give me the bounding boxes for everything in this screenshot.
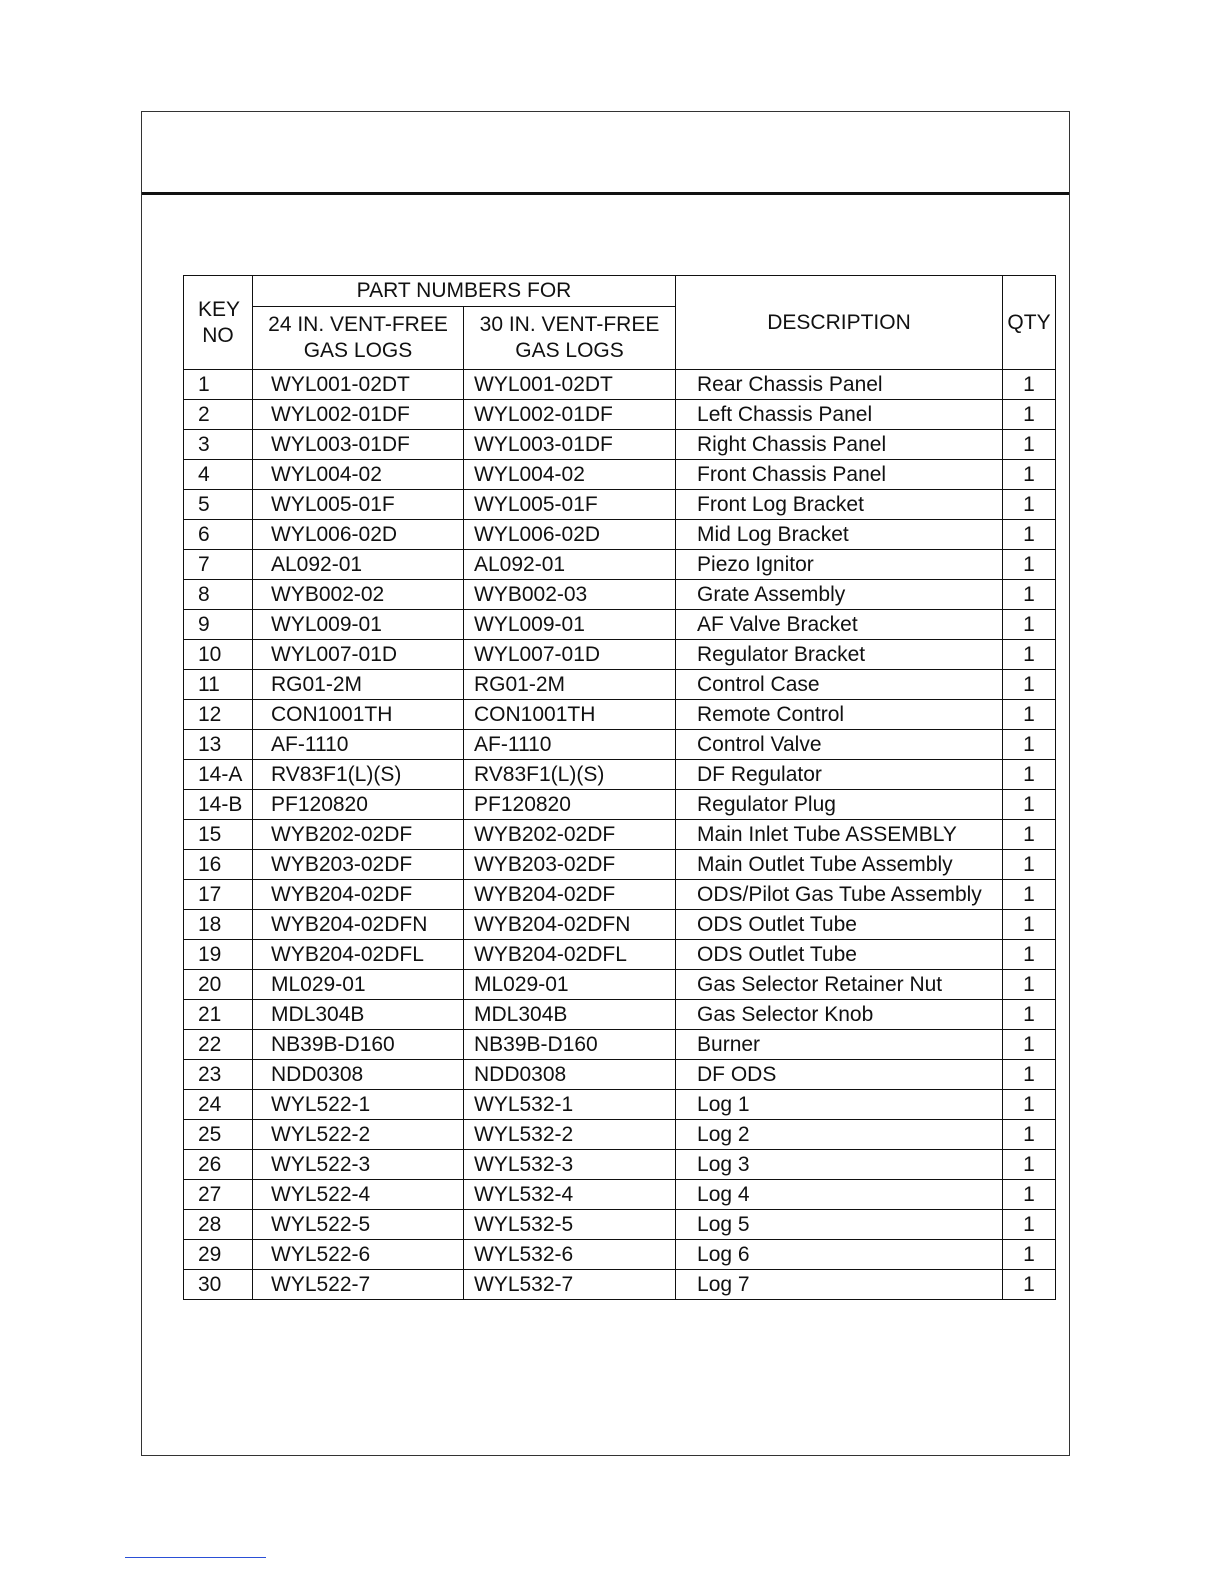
key-no-cell: 24 [184,1090,253,1120]
table-row [184,430,1056,460]
description-cell: Regulator Bracket [676,640,1003,670]
col-24-header: 24 IN. VENT-FREE GAS LOGS [253,307,464,370]
part-30-cell: WYB204-02DFN [464,910,676,940]
part-24-cell: WYL522-1 [253,1090,464,1120]
description-cell: ODS Outlet Tube [676,940,1003,970]
table-row [184,730,1056,760]
description-cell: Piezo Ignitor [676,550,1003,580]
key-no-cell: 20 [184,970,253,1000]
key-no-cell: 15 [184,820,253,850]
qty-cell: 1 [1003,760,1056,790]
qty-cell: 1 [1003,790,1056,820]
qty-cell: 1 [1003,640,1056,670]
table-row [184,1180,1056,1210]
part-24-cell: WYL007-01D [253,640,464,670]
part-24-cell: ML029-01 [253,970,464,1000]
part-30-cell: AF-1110 [464,730,676,760]
key-no-cell: 3 [184,430,253,460]
part-24-cell: WYL522-4 [253,1180,464,1210]
qty-cell: 1 [1003,820,1056,850]
part-30-cell: NDD0308 [464,1060,676,1090]
part-24-cell: NB39B-D160 [253,1030,464,1060]
part-30-cell: RG01-2M [464,670,676,700]
qty-header: QTY [1003,276,1056,370]
parts-table [183,275,1056,1300]
key-no-cell: 14-A [184,760,253,790]
part-30-cell: WYL003-01DF [464,430,676,460]
table-row [184,1060,1056,1090]
table-row [184,910,1056,940]
header-band [142,112,1069,195]
qty-cell: 1 [1003,610,1056,640]
qty-cell: 1 [1003,400,1056,430]
table-row [184,580,1056,610]
col-30-header: 30 IN. VENT-FREE GAS LOGS [464,307,676,370]
key-no-cell: 17 [184,880,253,910]
description-cell: Log 1 [676,1090,1003,1120]
part-24-cell: AL092-01 [253,550,464,580]
part-24-cell: CON1001TH [253,700,464,730]
qty-cell: 1 [1003,1090,1056,1120]
part-30-cell: WYL532-2 [464,1120,676,1150]
table-row [184,1030,1056,1060]
description-cell: Log 7 [676,1270,1003,1300]
key-no-cell: 5 [184,490,253,520]
part-30-cell: WYL532-5 [464,1210,676,1240]
part-30-cell: NB39B-D160 [464,1030,676,1060]
part-24-cell: WYL522-3 [253,1150,464,1180]
part-24-cell: WYL522-6 [253,1240,464,1270]
key-no-cell: 13 [184,730,253,760]
description-cell: Gas Selector Knob [676,1000,1003,1030]
part-24-cell: WYL003-01DF [253,430,464,460]
table-row [184,880,1056,910]
qty-cell: 1 [1003,580,1056,610]
key-no-cell: 23 [184,1060,253,1090]
description-cell: Front Chassis Panel [676,460,1003,490]
qty-cell: 1 [1003,1150,1056,1180]
part-30-cell: WYL005-01F [464,490,676,520]
key-no-cell: 7 [184,550,253,580]
table-row [184,1120,1056,1150]
part-24-cell: MDL304B [253,1000,464,1030]
description-cell: Log 4 [676,1180,1003,1210]
part-numbers-header: PART NUMBERS FOR [253,276,676,307]
part-30-cell: WYL532-6 [464,1240,676,1270]
description-cell: Grate Assembly [676,580,1003,610]
link-underline [125,1557,266,1558]
table-row [184,790,1056,820]
part-24-cell: WYB002-02 [253,580,464,610]
part-30-cell: WYB204-02DF [464,880,676,910]
table-row [184,670,1056,700]
key-no-cell: 12 [184,700,253,730]
part-30-cell: WYL002-01DF [464,400,676,430]
qty-cell: 1 [1003,1210,1056,1240]
table-row [184,760,1056,790]
description-cell: Log 6 [676,1240,1003,1270]
key-no-cell: 2 [184,400,253,430]
table-row [184,490,1056,520]
part-24-cell: WYL009-01 [253,610,464,640]
description-cell: Front Log Bracket [676,490,1003,520]
description-cell: Main Outlet Tube Assembly [676,850,1003,880]
qty-cell: 1 [1003,370,1056,400]
table-row [184,370,1056,400]
description-cell: DF Regulator [676,760,1003,790]
description-cell: Burner [676,1030,1003,1060]
part-30-cell: WYL532-3 [464,1150,676,1180]
key-no-cell: 11 [184,670,253,700]
part-30-cell: WYB203-02DF [464,850,676,880]
page-frame [141,111,1070,1456]
part-30-cell: WYL006-02D [464,520,676,550]
description-header: DESCRIPTION [676,276,1003,370]
part-24-cell: WYL006-02D [253,520,464,550]
key-no-cell: 9 [184,610,253,640]
part-30-cell: WYB202-02DF [464,820,676,850]
key-no-cell: 10 [184,640,253,670]
qty-cell: 1 [1003,520,1056,550]
part-24-cell: WYL004-02 [253,460,464,490]
part-30-cell: ML029-01 [464,970,676,1000]
part-24-cell: WYB203-02DF [253,850,464,880]
key-no-header: KEY NO [184,276,253,370]
part-30-cell: MDL304B [464,1000,676,1030]
part-30-cell: WYL001-02DT [464,370,676,400]
key-no-cell: 18 [184,910,253,940]
key-no-cell: 30 [184,1270,253,1300]
part-24-cell: WYB204-02DF [253,880,464,910]
qty-cell: 1 [1003,460,1056,490]
qty-cell: 1 [1003,1270,1056,1300]
key-no-cell: 28 [184,1210,253,1240]
table-row [184,550,1056,580]
key-no-cell: 16 [184,850,253,880]
table-row [184,1270,1056,1300]
key-no-cell: 25 [184,1120,253,1150]
part-24-cell: WYL522-7 [253,1270,464,1300]
table-row [184,1090,1056,1120]
key-no-cell: 14-B [184,790,253,820]
part-30-cell: WYB204-02DFL [464,940,676,970]
qty-cell: 1 [1003,430,1056,460]
description-cell: Left Chassis Panel [676,400,1003,430]
table-row [184,700,1056,730]
qty-cell: 1 [1003,730,1056,760]
description-cell: Main Inlet Tube ASSEMBLY [676,820,1003,850]
qty-cell: 1 [1003,850,1056,880]
part-30-cell: WYL004-02 [464,460,676,490]
table-row [184,850,1056,880]
qty-cell: 1 [1003,1180,1056,1210]
qty-cell: 1 [1003,670,1056,700]
table-row [184,1150,1056,1180]
description-cell: Log 2 [676,1120,1003,1150]
description-cell: AF Valve Bracket [676,610,1003,640]
parts-table-body [184,370,1056,1300]
key-no-cell: 21 [184,1000,253,1030]
table-row [184,940,1056,970]
key-no-cell: 26 [184,1150,253,1180]
table-row [184,520,1056,550]
table-row [184,970,1056,1000]
table-row [184,1000,1056,1030]
part-30-cell: AL092-01 [464,550,676,580]
key-no-cell: 27 [184,1180,253,1210]
qty-cell: 1 [1003,490,1056,520]
description-cell: ODS/Pilot Gas Tube Assembly [676,880,1003,910]
qty-cell: 1 [1003,550,1056,580]
description-cell: Gas Selector Retainer Nut [676,970,1003,1000]
part-30-cell: WYL532-1 [464,1090,676,1120]
part-24-cell: NDD0308 [253,1060,464,1090]
part-30-cell: RV83F1(L)(S) [464,760,676,790]
description-cell: Log 5 [676,1210,1003,1240]
qty-cell: 1 [1003,1120,1056,1150]
part-24-cell: WYL522-2 [253,1120,464,1150]
qty-cell: 1 [1003,700,1056,730]
part-24-cell: AF-1110 [253,730,464,760]
qty-cell: 1 [1003,1240,1056,1270]
qty-cell: 1 [1003,940,1056,970]
table-row [184,610,1056,640]
description-cell: DF ODS [676,1060,1003,1090]
key-no-cell: 8 [184,580,253,610]
part-24-cell: WYB202-02DF [253,820,464,850]
key-no-cell: 19 [184,940,253,970]
table-row [184,640,1056,670]
qty-cell: 1 [1003,1030,1056,1060]
description-cell: Mid Log Bracket [676,520,1003,550]
part-30-cell: WYL009-01 [464,610,676,640]
table-row [184,1210,1056,1240]
qty-cell: 1 [1003,880,1056,910]
part-24-cell: WYL522-5 [253,1210,464,1240]
part-30-cell: WYL532-7 [464,1270,676,1300]
table-row [184,400,1056,430]
table-row [184,820,1056,850]
description-cell: Rear Chassis Panel [676,370,1003,400]
qty-cell: 1 [1003,1000,1056,1030]
part-30-cell: CON1001TH [464,700,676,730]
part-24-cell: WYL001-02DT [253,370,464,400]
key-no-cell: 1 [184,370,253,400]
qty-cell: 1 [1003,910,1056,940]
description-cell: Remote Control [676,700,1003,730]
description-cell: Control Valve [676,730,1003,760]
part-30-cell: WYL007-01D [464,640,676,670]
part-24-cell: RG01-2M [253,670,464,700]
key-no-cell: 22 [184,1030,253,1060]
description-cell: ODS Outlet Tube [676,910,1003,940]
part-30-cell: WYL532-4 [464,1180,676,1210]
description-cell: Log 3 [676,1150,1003,1180]
part-24-cell: PF120820 [253,790,464,820]
part-24-cell: WYL002-01DF [253,400,464,430]
table-row [184,460,1056,490]
part-30-cell: WYB002-03 [464,580,676,610]
part-24-cell: RV83F1(L)(S) [253,760,464,790]
qty-cell: 1 [1003,1060,1056,1090]
part-24-cell: WYL005-01F [253,490,464,520]
description-cell: Regulator Plug [676,790,1003,820]
part-24-cell: WYB204-02DFN [253,910,464,940]
key-no-cell: 4 [184,460,253,490]
part-24-cell: WYB204-02DFL [253,940,464,970]
key-no-cell: 29 [184,1240,253,1270]
description-cell: Control Case [676,670,1003,700]
part-30-cell: PF120820 [464,790,676,820]
description-cell: Right Chassis Panel [676,430,1003,460]
key-no-cell: 6 [184,520,253,550]
qty-cell: 1 [1003,970,1056,1000]
table-row [184,1240,1056,1270]
